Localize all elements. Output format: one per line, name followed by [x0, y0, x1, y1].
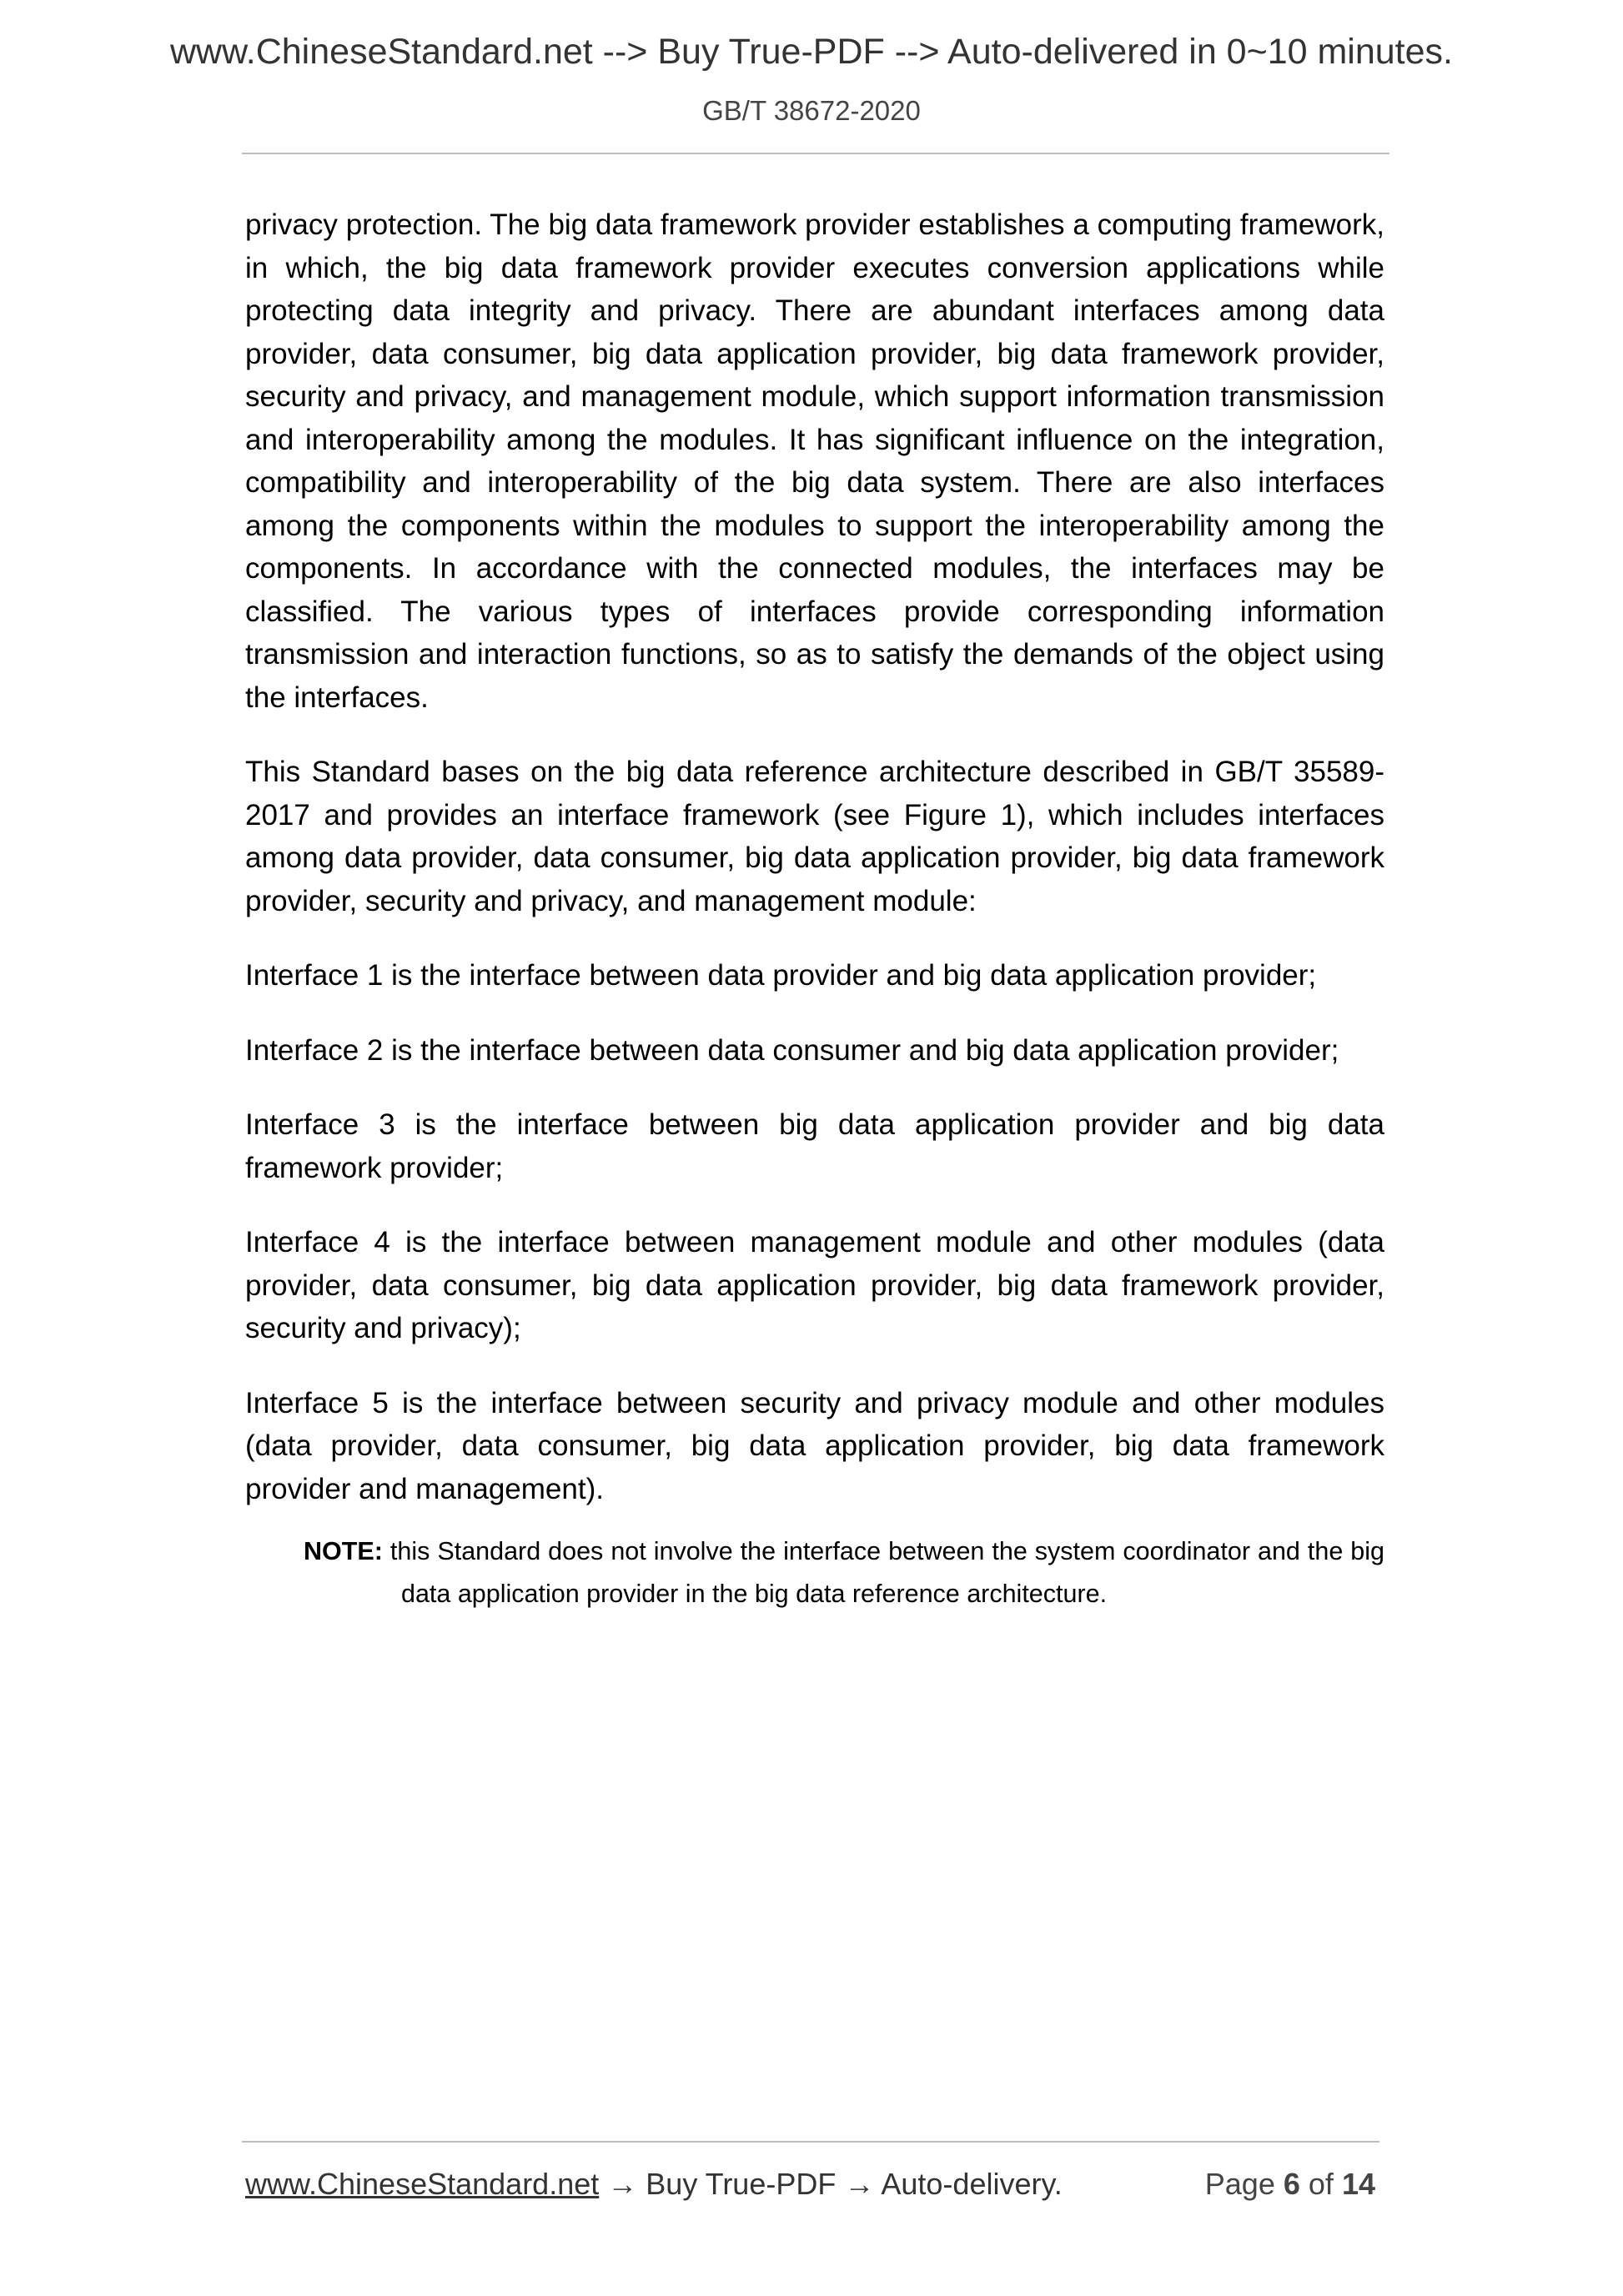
footer-delivery-text: Auto-delivery.: [881, 2167, 1063, 2201]
arrow-right-icon: →: [844, 2167, 875, 2201]
footer-buy-text: Buy True-PDF: [646, 2167, 837, 2201]
paragraph-continuation: privacy protection. The big data framework provider establishes a computing framework, in which, the big data framework provider executes conversion applications while protecting data integrity and privacy. There are abundant interfaces among data provider, data consumer, big data application provider, big data framework provider, security and privacy, and management module, which support information transmission and interoperability among the modules. It has significant influence on the integration, compatibility and interoperability of the big data system. There are also interfaces among the components within the modules to support the interoperability among the components. In accordance with the connected modules, the interfaces may be classified. The various types of interfaces provide corresponding information transmission and interaction functions, so as to satisfy the demands of the object using the interfaces.: [245, 208, 1384, 714]
paragraph-interface-1: Interface 1 is the interface between data provider and big data application provider;: [245, 959, 1317, 992]
header-divider: [242, 153, 1389, 154]
paragraph-interface-4: Interface 4 is the interface between management module and other modules (data provider, data consumer, big data application provider, big data framework provider, security and privacy);: [245, 1226, 1384, 1344]
site-banner: www.ChineseStandard.net --> Buy True-PDF --> Auto-delivered in 0~10 minutes.: [169, 32, 1453, 72]
paragraph-interface-2: Interface 2 is the interface between data consumer and big data application provider;: [245, 1033, 1339, 1067]
page-of-label: of: [1308, 2167, 1334, 2201]
footer-site-link[interactable]: www.ChineseStandard.net: [245, 2167, 600, 2201]
page-total: 14: [1341, 2167, 1375, 2201]
arrow-right-icon: →: [607, 2167, 638, 2201]
page-indicator: [1205, 2167, 1375, 2202]
footer-promo: [245, 2167, 1063, 2202]
footer-divider: [242, 2141, 1379, 2143]
document-body: [245, 203, 1384, 1615]
paragraph-interface-3: Interface 3 is the interface between big data application provider and big data framework provider;: [245, 1108, 1384, 1184]
page-current: 6: [1283, 2167, 1300, 2201]
page-label: Page: [1204, 2167, 1275, 2201]
note-text: this Standard does not involve the interface between the system coordinator and the big data application provider in the big data reference architecture.: [389, 1537, 1384, 1608]
paragraph-interface-5: Interface 5 is the interface between security and privacy module and other modules (data provider, data consumer, big data application provider, big data framework provider and management).: [245, 1386, 1384, 1505]
paragraph-framework-intro: This Standard bases on the big data reference architecture described in GB/T 35589-2017 and provides an interface framework (see Figure 1), which includes interfaces among data provider, data consumer, big data application provider, big data framework provider, security and privacy, and management module:: [245, 756, 1384, 917]
note-label: NOTE:: [304, 1537, 383, 1565]
document-number: GB/T 38672-2020: [702, 95, 921, 126]
note: [304, 1530, 1384, 1615]
